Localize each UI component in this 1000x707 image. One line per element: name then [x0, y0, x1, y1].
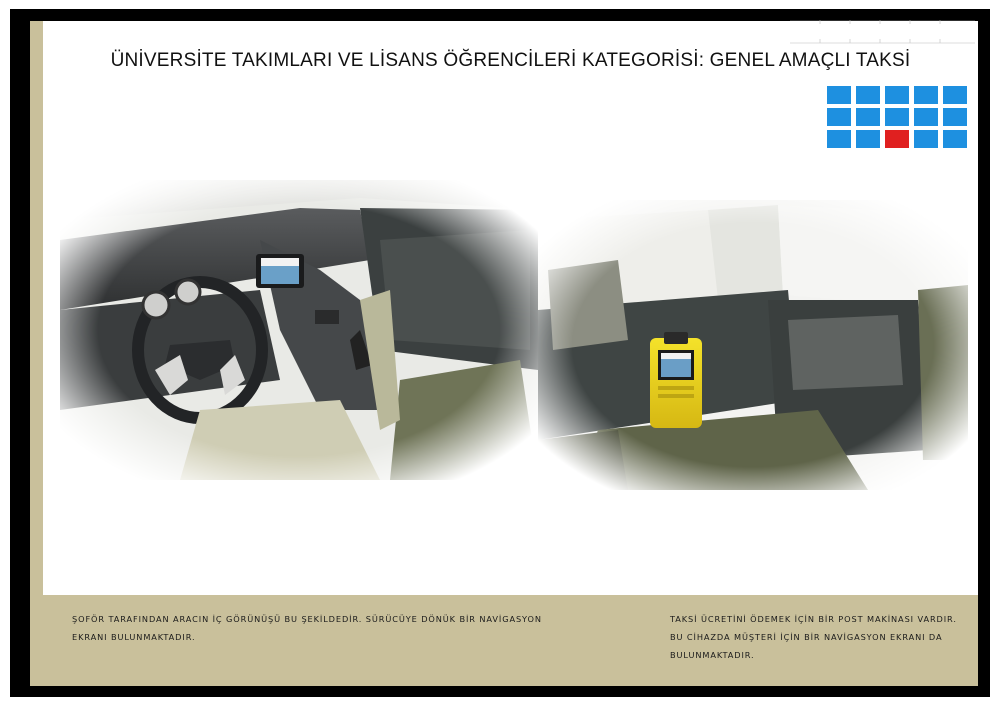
category-tile [885, 86, 909, 104]
category-tile [943, 130, 967, 148]
category-tile [827, 108, 851, 126]
category-tile [827, 130, 851, 148]
category-tile [856, 108, 880, 126]
category-tile [827, 86, 851, 104]
category-tile [914, 86, 938, 104]
category-tile [885, 108, 909, 126]
category-tile [943, 86, 967, 104]
category-tile [943, 108, 967, 126]
category-tile [914, 108, 938, 126]
corner-grid-lines [790, 20, 975, 44]
category-tile-grid [827, 86, 969, 148]
caption-right: TAKSİ ÜCRETİNİ ÖDEMEK İÇİN BİR POST MAKİNASI VARDIR. BU CİHAZDA MÜŞTERİ İÇİN BİR NAVİGASYON EKRANI DA BULUNMAKTADIR. [670, 614, 957, 660]
passenger-side-interior-render [538, 200, 968, 490]
category-tile [885, 130, 909, 148]
category-tile [856, 130, 880, 148]
page-title: ÜNİVERSİTE TAKIMLARI VE LİSANS ÖĞRENCİLERİ KATEGORİSİ: GENEL AMAÇLI TAKSİ [110, 50, 911, 71]
category-tile [914, 130, 938, 148]
category-tile [856, 86, 880, 104]
driver-side-interior-render [60, 180, 538, 480]
caption-left: ŞOFÖR TARAFINDAN ARACIN İÇ GÖRÜNÜŞÜ BU ŞEKİLDEDİR. SÜRÜCÜYE DÖNÜK BİR NAVİGASYON EKRANI BULUNMAKTADIR. [72, 614, 542, 642]
